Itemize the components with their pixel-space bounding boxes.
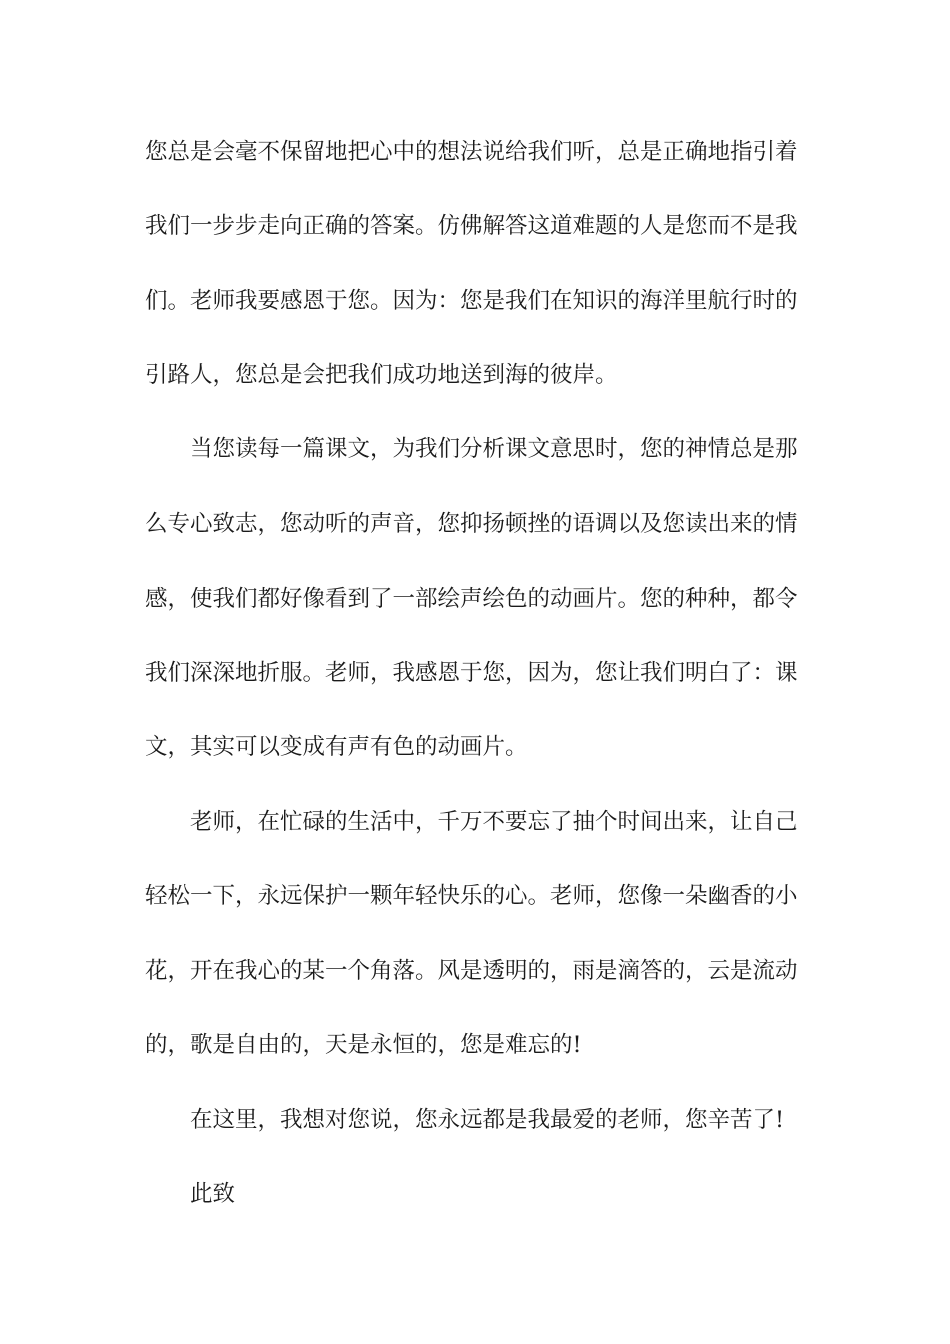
paragraph-line: 在这里，我想对您说，您永远都是我最爱的老师，您辛苦了! — [190, 1107, 785, 1133]
paragraph-line: 老师，在忙碌的生活中，千万不要忘了抽个时间出来，让自己 — [190, 809, 798, 835]
paragraph-line: 花，开在我心的某一个角落。风是透明的，雨是滴答的，云是流动 — [145, 958, 798, 984]
closing-salutation: 此致 — [190, 1181, 236, 1207]
paragraph-line: 轻松一下，永远保护一颗年轻快乐的心。老师，您像一朵幽香的小 — [145, 883, 798, 909]
paragraph-line: 我们深深地折服。老师，我感恩于您，因为，您让我们明白了：课 — [145, 660, 798, 686]
paragraph-line: 么专心致志，您动听的声音，您抑扬顿挫的语调以及您读出来的情 — [145, 511, 798, 537]
paragraph-line: 引路人，您总是会把我们成功地送到海的彼岸。 — [145, 362, 618, 388]
paragraph-line: 感，使我们都好像看到了一部绘声绘色的动画片。您的种种，都令 — [145, 586, 798, 612]
paragraph-line: 当您读每一篇课文，为我们分析课文意思时，您的神情总是那 — [190, 436, 798, 462]
paragraph-line: 的，歌是自由的，天是永恒的，您是难忘的! — [145, 1032, 582, 1058]
paragraph-line: 文，其实可以变成有声有色的动画片。 — [145, 734, 528, 760]
paragraph-line: 们。老师我要感恩于您。因为：您是我们在知识的海洋里航行时的 — [145, 288, 798, 314]
paragraph-line: 我们一步步走向正确的答案。仿佛解答这道难题的人是您而不是我 — [145, 213, 798, 239]
paragraph-line: 您总是会毫不保留地把心中的想法说给我们听，总是正确地指引着 — [145, 139, 798, 165]
